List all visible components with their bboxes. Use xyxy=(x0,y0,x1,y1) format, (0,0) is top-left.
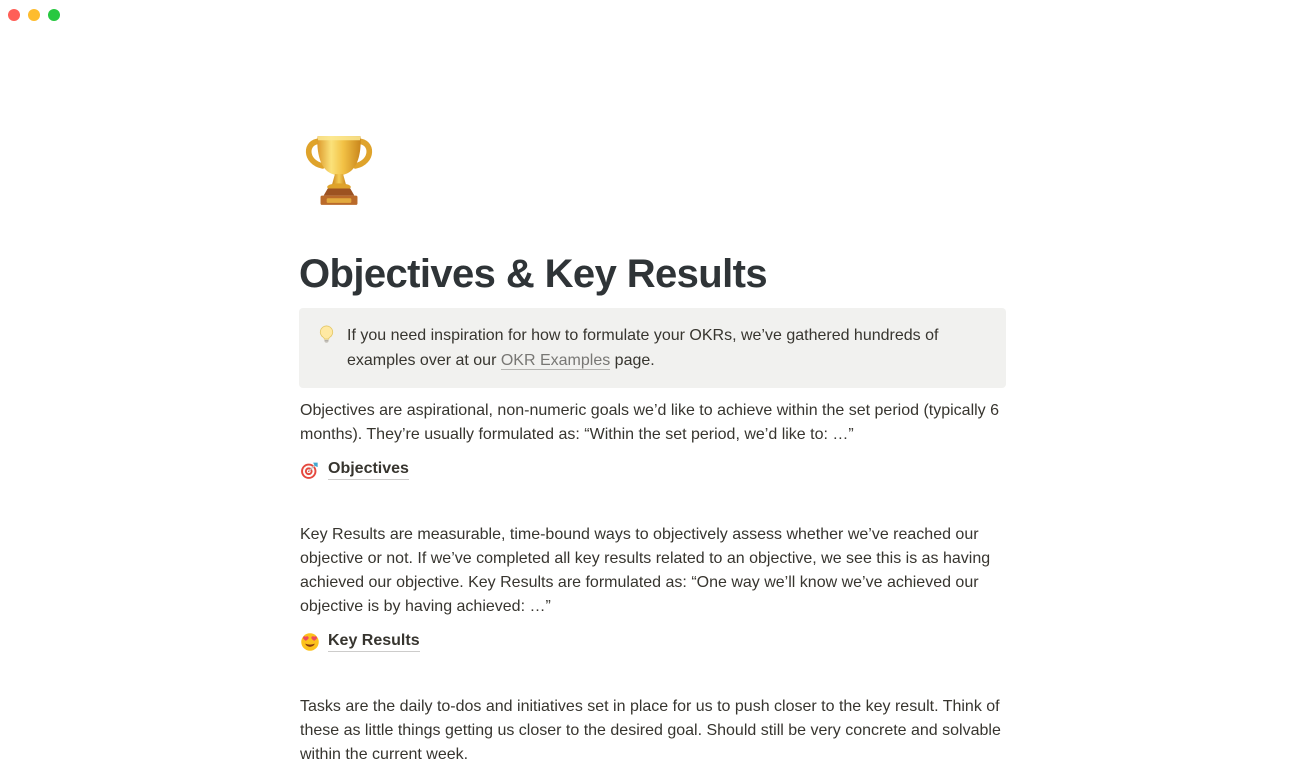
traffic-lights xyxy=(8,9,60,21)
page-link-label: Objectives xyxy=(328,460,409,480)
blank-line xyxy=(299,662,1006,692)
direct-hit-icon xyxy=(300,460,320,480)
callout-text-start: If you need inspiration for how to formulate your OKRs, we’ve gathered hundreds of examples over at our xyxy=(347,327,939,369)
lightbulb-icon xyxy=(316,324,337,350)
window-titlebar xyxy=(0,0,1305,28)
callout-text xyxy=(347,323,990,373)
callout-block xyxy=(299,308,1006,388)
heart-eyes-icon xyxy=(300,632,320,652)
callout-text-end: page. xyxy=(610,352,655,369)
paragraph-key-results: Key Results are measurable, time-bound ways to objectively assess whether we’ve reached our objective or not. If we’ve completed all key results related to an objective, we see this is as having achieved our objective. Key Results are formulated as: “One way we’ll know we’ve achieved our objective is by having achieved: …” xyxy=(300,526,991,615)
page-link-key-results[interactable] xyxy=(299,629,421,655)
paragraph-tasks: Tasks are the daily to-dos and initiatives set in place for us to push closer to the key result. Think of these as little things getting us closer to the desired goal. Should still be very concrete and solvable within the current week. xyxy=(300,698,1001,763)
page-link-objectives[interactable] xyxy=(299,457,410,483)
page-title[interactable]: Objectives & Key Results xyxy=(299,252,768,296)
zoom-button[interactable] xyxy=(48,9,60,21)
page-link-label: Key Results xyxy=(328,632,420,652)
paragraph-objectives: Objectives are aspirational, non-numeric goals we’d like to achieve within the set period (typically 6 months). They’re usually formulated as: “Within the set period, we’d like to: …” xyxy=(300,402,1000,443)
close-button[interactable] xyxy=(8,9,20,21)
notion-page xyxy=(299,28,1006,764)
okr-examples-link[interactable]: OKR Examples xyxy=(500,352,611,369)
blank-line xyxy=(299,490,1006,520)
trophy-icon[interactable] xyxy=(300,128,378,210)
minimize-button[interactable] xyxy=(28,9,40,21)
